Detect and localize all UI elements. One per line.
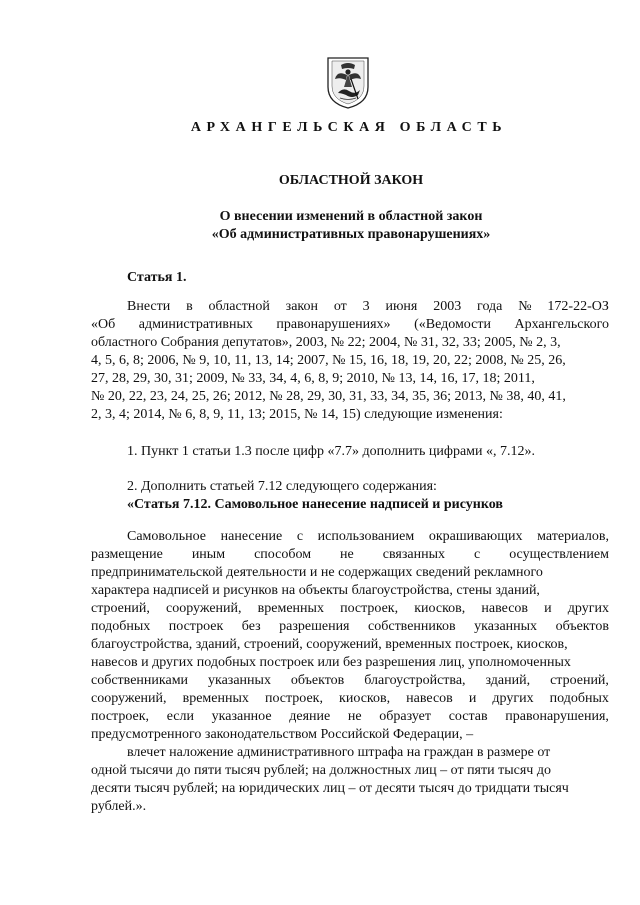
article1-intro [91,298,609,424]
word: навесов [406,691,453,706]
region-name: АРХАНГЕЛЬСКАЯ ОБЛАСТЬ [190,120,508,135]
new-article-heading: «Статья 7.12. Самовольное нанесение надписей и рисунков [127,497,503,512]
word: объектов [290,673,345,688]
word: использованием [317,529,415,544]
word: и [468,691,477,706]
word: других [567,601,609,616]
word: киосков, [414,601,466,616]
word: областного Собрания депутатов», 2003, № 22; 2004, № 31, 32, 33; 2005, № 2, 3, [91,335,561,350]
word: способом [254,547,312,562]
word: не [340,547,354,562]
word: построек, [264,691,323,706]
text-line [91,528,609,546]
word: материалов, [537,529,609,544]
law-title-line: «Об административных правонарушениях» [211,227,491,242]
text-line [91,618,609,636]
word: правонарушения, [505,709,609,724]
word: предпринимательской деятельности и не содержащих сведений рекламного [91,565,543,580]
word: «Об [91,317,116,332]
word: навесов [481,601,529,616]
word: образует [379,709,432,724]
word: построек, [340,601,399,616]
word: сооружений, [166,601,242,616]
word: Внести [127,299,171,314]
word: в [186,299,193,314]
word: 172-22-ОЗ [547,299,609,314]
text-line [91,762,609,780]
word: собственниками [91,673,189,688]
text-line [91,690,609,708]
article1-item2 [91,478,609,514]
text-line [91,388,609,406]
word: навесов и других подобных построек или без разрешения лиц, уполномоченных [91,655,571,670]
word: Архангельского [514,317,609,332]
article-heading: Статья 1. [127,270,187,285]
law-title-line: О внесении изменений в областной закон [219,209,483,224]
word: («Ведомости [414,317,491,332]
word: 2003 [433,299,462,314]
word: июня [385,299,418,314]
text-line: рублей.». [91,799,147,814]
word: зданий, [485,673,531,688]
text-line [91,654,609,672]
word: разрешения [279,619,350,634]
word: не [347,709,362,724]
word: с [473,547,481,562]
word: построек, [91,709,150,724]
text-line [91,708,609,726]
word: благоустройства, зданий, строений, сооружений, временных построек, киосков, [91,637,568,652]
word: если [166,709,194,724]
word: указанное [211,709,272,724]
word: строений, [550,673,609,688]
word: № [518,299,532,314]
word: характера надписей и рисунков на объекты благоустройства, стены зданий, [91,583,540,598]
word: временных [257,601,324,616]
word: закон [285,299,318,314]
word: сооружений, [91,691,167,706]
word: осуществлением [509,547,609,562]
word: Самовольное [127,529,206,544]
word: правонарушениях» [276,317,391,332]
word: построек [168,619,224,634]
word: 3 [362,299,370,314]
text-line: 1. Пункт 1 статьи 1.3 после цифр «7.7» дополнить цифрами «, 7.12». [127,444,536,459]
article1-item1 [91,443,609,461]
word: указанных [208,673,271,688]
word: других [492,691,534,706]
word: подобных [549,691,609,706]
law-type: ОБЛАСТНОЙ ЗАКОН [278,173,424,188]
word: размещение [91,547,163,562]
word: 4, 5, 6, 8; 2006, № 9, 10, 11, 13, 14; 2007, № 15, 16, 18, 19, 20, 22; 2008, № 25, 26, [91,353,566,368]
law-title [0,208,640,244]
word: 27, 28, 29, 30, 31; 2009, № 33, 34, 4, 6, 8, 9; 2010, № 13, 14, 16, 17, 18; 2011, [91,371,535,386]
text-line [91,600,609,618]
word: иным [191,547,226,562]
text-line [91,546,609,564]
text-line [91,334,609,352]
word: подобных [91,619,151,634]
text-line [91,744,609,762]
word: окрашивающих [428,529,523,544]
text-line [91,636,609,654]
text-line [91,370,609,388]
text-line [91,564,609,582]
text-line [91,780,609,798]
word: административных [138,317,253,332]
word: без [241,619,261,634]
word: областной [208,299,270,314]
word: десяти тысяч рублей; на юридических лиц – от десяти тысяч до тридцати тысяч [91,781,569,796]
text-line: 2, 3, 4; 2014, № 6, 8, 9, 11, 13; 2015, № 14, 15) следующие изменения: [91,407,503,422]
word: и [544,601,552,616]
text-line [91,582,609,600]
text-line [91,352,609,370]
word: объектов [555,619,609,634]
word: временных [182,691,249,706]
text-line [91,672,609,690]
word: № 20, 22, 23, 24, 25, 26; 2012, № 28, 29, 30, 31, 33, 34, 35, 36; 2013, № 38, 40, 41, [91,389,566,404]
word: строений, [91,601,150,616]
coat-of-arms-icon [327,57,369,109]
word: нанесение [220,529,283,544]
word: благоустройства, [364,673,466,688]
word: одной тысячи до пяти тысяч рублей; на должностных лиц – от пяти тысяч до [91,763,551,778]
text-line [91,298,609,316]
word: указанных [474,619,538,634]
word: деяние [289,709,331,724]
word: с [296,529,304,544]
article-7-12-paragraph [91,528,609,816]
word: собственников [368,619,456,634]
text-line: 2. Дополнить статьей 7.12 следующего содержания: [127,479,437,494]
word: от [333,299,347,314]
text-line [91,316,609,334]
word: года [477,299,503,314]
text-line: предусмотренного законодательством Российской Федерации, – [91,727,474,742]
word: связанных [382,547,445,562]
word: влечет наложение административного штрафа на граждан в размере от [127,745,551,760]
word: киосков, [339,691,391,706]
word: состав [448,709,488,724]
